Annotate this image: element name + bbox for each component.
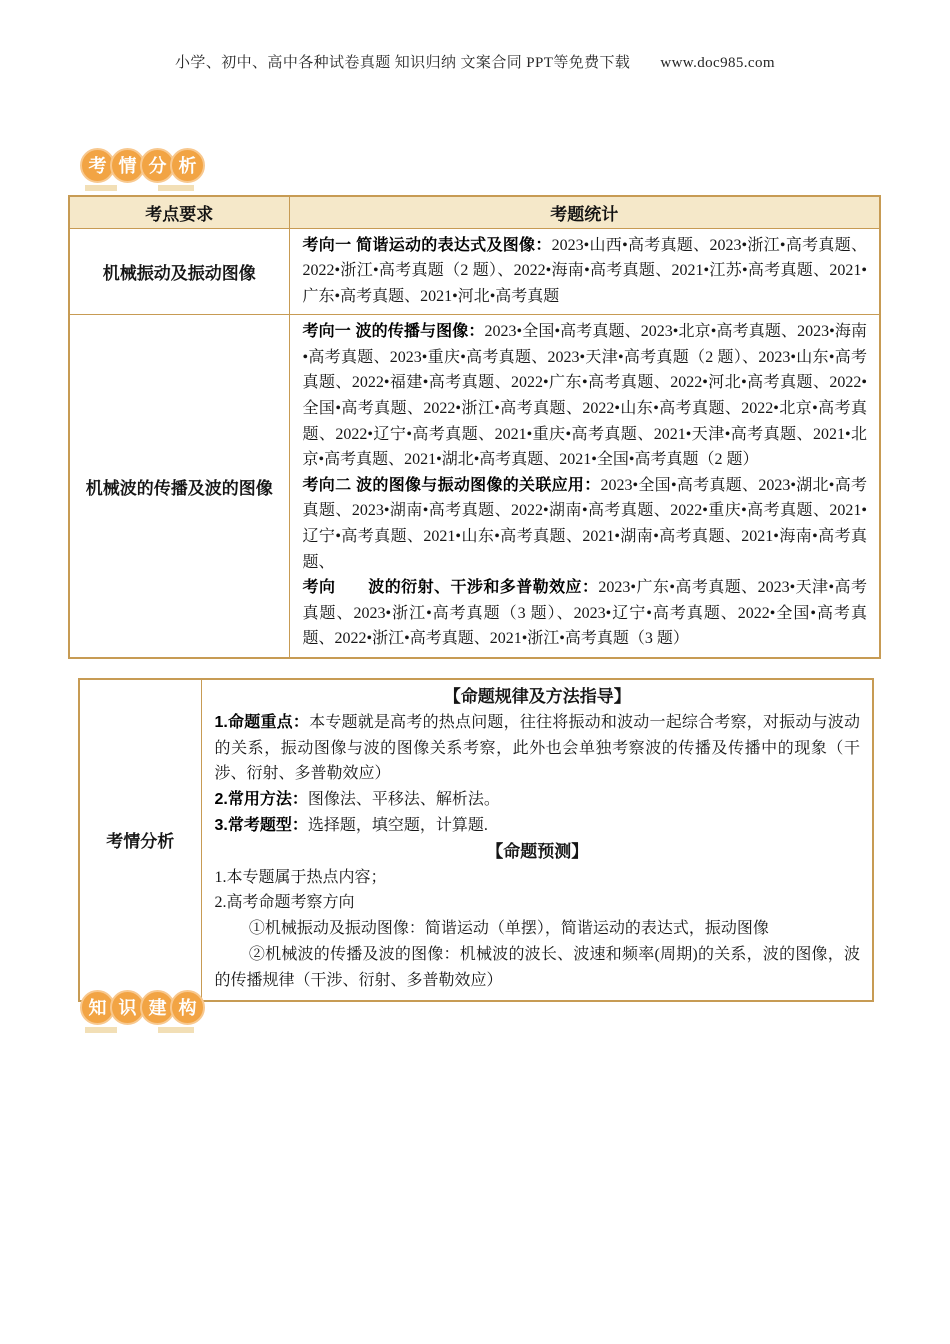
analysis-point-text: 本专题就是高考的热点问题，往往将振动和波动一起综合考察，对振动与波动的关系，振动图像与波的图像关系考察，此外也会单独考察波的传播及传播中的现象（干涉、衍射、多普勒效应） bbox=[214, 713, 860, 783]
exam-statistics-table bbox=[68, 195, 881, 659]
exam-item bbox=[303, 233, 868, 310]
badge-knowledge-construction bbox=[80, 990, 200, 1025]
section-title-methods: 【命题规律及方法指导】 bbox=[443, 687, 631, 706]
col-header-statistics: 考题统计 bbox=[289, 196, 880, 228]
site-url-link[interactable]: www.doc985.com bbox=[660, 55, 775, 71]
exam-item-text: 2023•全国•高考真题、2023•湖北•高考真题、2023•湖南•高考真题、2022•湖南•高考真题、2022•重庆•高考真题、2021•辽宁•高考真题、2021•山东•高考真题、2021•湖南•高考真题、2021•海南•高考真题、 bbox=[302, 476, 867, 571]
topic-cell: 机械振动及振动图像 bbox=[69, 228, 289, 315]
badge-circles bbox=[80, 148, 200, 183]
badge-exam-analysis bbox=[80, 148, 200, 183]
exam-table-header-row bbox=[69, 196, 880, 228]
analysis-point bbox=[215, 787, 861, 813]
stats-cell bbox=[289, 315, 880, 658]
badge-circle: 识 bbox=[110, 990, 145, 1025]
site-header-text: 小学、初中、高中各种试卷真题 知识归纳 文案合同 PPT等免费下载 bbox=[175, 55, 631, 71]
section-title-prediction: 【命题预测】 bbox=[486, 841, 589, 861]
badge-shadow-strip bbox=[158, 185, 194, 191]
analysis-label-cell: 考情分析 bbox=[79, 679, 201, 1001]
badge-shadow-strip bbox=[85, 1027, 117, 1033]
col-header-requirements: 考点要求 bbox=[69, 196, 289, 228]
analysis-point-lead: 3.常考题型： bbox=[214, 816, 308, 834]
badge-circle: 知 bbox=[80, 990, 115, 1025]
prediction-item: 1.本专题属于热点内容； bbox=[214, 868, 387, 886]
exam-item-text: 2023•全国•高考真题、2023•北京•高考真题、2023•海南•高考真题、2023•重庆•高考真题、2023•天津•高考真题（2 题）、2023•山东•高考真题、2022•福建•高考真题、2022•广东•高考真题、2022•河北•高考真题、2022•全国•高考真题、2022•浙江•高考真题、2022•山东•高考真题、2022•北京•高考真题、2022•辽宁•高考真题、2021•重庆•高考真题、2021•天津•高考真题、2021•北京•高考真题、2021•湖北•高考真题、2021•全国•高考真题（2 题） bbox=[302, 323, 867, 469]
analysis-point-lead: 1.命题重点： bbox=[214, 713, 310, 731]
badge-circle: 考 bbox=[80, 148, 115, 183]
badge-circle: 构 bbox=[170, 990, 205, 1025]
exam-item-text: 2023•山西•高考真题、2023•浙江•高考真题、2022•浙江•高考真题（2 题）、2022•海南•高考真题、2021•江苏•高考真题、2021•广东•高考真题、2021•河北•高考真题 bbox=[302, 236, 867, 305]
analysis-point-text: 图像法、平移法、解析法。 bbox=[307, 791, 500, 809]
exam-item-lead: 考向 波的衍射、干涉和多普勒效应： bbox=[302, 579, 599, 597]
exam-item bbox=[303, 319, 868, 473]
exam-item-lead: 考向一 简谐运动的表达式及图像： bbox=[302, 236, 552, 254]
badge-shadow-strip bbox=[158, 1027, 194, 1033]
badge-circle: 析 bbox=[170, 148, 205, 183]
badge-circle: 建 bbox=[140, 990, 175, 1025]
table-row-vibration bbox=[69, 228, 880, 315]
analysis-row bbox=[79, 679, 873, 1001]
stats-cell bbox=[289, 228, 880, 315]
exam-item bbox=[303, 473, 868, 575]
analysis-point bbox=[215, 710, 861, 787]
table-row-wave bbox=[69, 315, 880, 658]
prediction-item: 2.高考命题考察方向 bbox=[214, 894, 355, 912]
exam-item bbox=[303, 575, 868, 652]
analysis-point bbox=[215, 813, 861, 839]
analysis-content-cell bbox=[201, 679, 873, 1001]
analysis-point-text: 选择题，填空题，计算题. bbox=[307, 816, 488, 834]
analysis-table bbox=[78, 678, 874, 1002]
topic-cell: 机械波的传播及波的图像 bbox=[69, 315, 289, 658]
badge-shadow-strip bbox=[85, 185, 117, 191]
badge-circle: 分 bbox=[140, 148, 175, 183]
site-header bbox=[0, 51, 950, 72]
analysis-point-lead: 2.常用方法： bbox=[214, 791, 308, 809]
badge-circle: 情 bbox=[110, 148, 145, 183]
exam-item-text: 2023•广东•高考真题、2023•天津•高考真题、2023•浙江•高考真题（3 题）、2023•辽宁•高考真题、2022•全国•高考真题、2022•浙江•高考真题、2021•浙江•高考真题（3 题） bbox=[302, 579, 867, 648]
exam-item-lead: 考向二 波的图像与振动图像的关联应用： bbox=[302, 476, 601, 494]
badge-circles bbox=[80, 990, 200, 1025]
direction-item: ①机械振动及振动图像：简谐运动（单摆），简谐运动的表达式，振动图像 bbox=[248, 920, 769, 938]
exam-item-lead: 考向一 波的传播与图像： bbox=[302, 323, 485, 341]
direction-item: ②机械波的传播及波的图像：机械波的波长、波速和频率(周期)的关系，波的图像，波的传播规律（干涉、衍射、多普勒效应） bbox=[214, 945, 860, 989]
